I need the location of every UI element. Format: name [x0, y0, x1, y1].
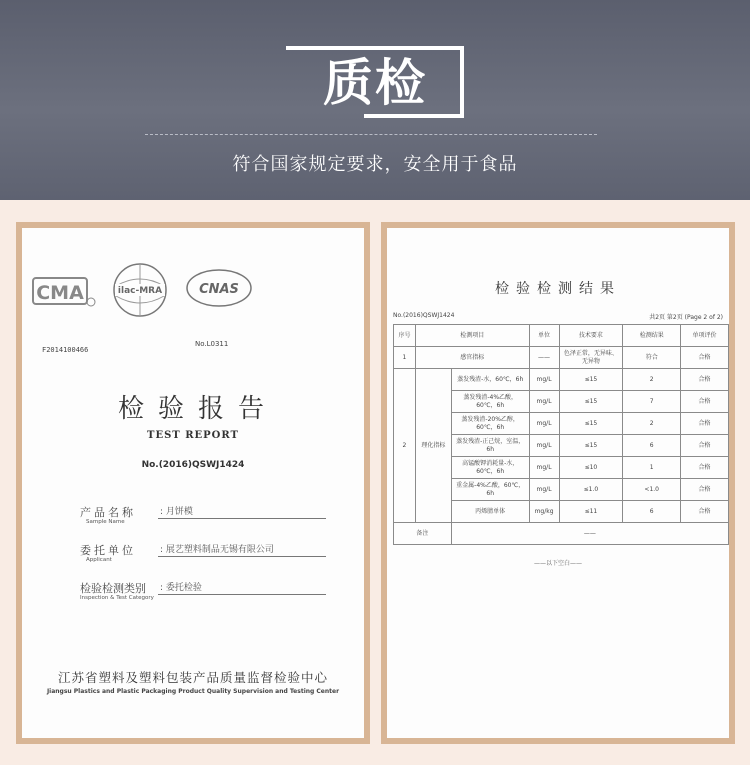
- report-number: No.(2016)QSWJ1424: [141, 460, 245, 470]
- title-frame-right: [460, 46, 464, 118]
- row-unit: ——: [529, 347, 559, 369]
- row-requirement: ≤15: [559, 435, 623, 457]
- row-requirement: ≤15: [559, 369, 623, 391]
- row-result: <1.0: [623, 479, 681, 501]
- row-verdict: 合格: [681, 501, 729, 523]
- field-label: 产品名称: [80, 506, 136, 519]
- page-title: 质检: [323, 54, 427, 112]
- certification-logos: [32, 256, 352, 354]
- table-row: [394, 369, 729, 391]
- row-result: 符合: [623, 347, 681, 369]
- cnas-logo-text: CNAS: [199, 282, 239, 297]
- row-unit: mg/L: [529, 391, 559, 413]
- column-header: 单位: [529, 325, 559, 347]
- row-category: 理化指标: [415, 369, 451, 523]
- row-unit: mg/L: [529, 457, 559, 479]
- table-header-row: [394, 325, 729, 347]
- field-label-en: Inspection & Test Category: [80, 595, 154, 601]
- row-item: 蒸发残渣-水，60℃，6h: [451, 369, 529, 391]
- row-result: 7: [623, 391, 681, 413]
- row-verdict: 合格: [681, 391, 729, 413]
- results-table: [393, 324, 729, 545]
- row-seq: 1: [394, 347, 416, 369]
- row-seq: 2: [394, 369, 416, 523]
- column-header: 检测项目: [415, 325, 529, 347]
- column-header: 序号: [394, 325, 416, 347]
- row-result: 6: [623, 501, 681, 523]
- row-requirement: ≤10: [559, 457, 623, 479]
- row-item: 蒸发残渣-20%乙醇，60℃，6h: [451, 413, 529, 435]
- row-verdict: 合格: [681, 413, 729, 435]
- table-row-notes: [394, 523, 729, 545]
- row-unit: mg/L: [529, 413, 559, 435]
- row-unit: mg/L: [529, 435, 559, 457]
- ilac-mra-logo-icon: [112, 262, 168, 318]
- row-item: 高锰酸钾消耗量-水，60℃，6h: [451, 457, 529, 479]
- page-subtitle: 符合国家规定要求，安全用于食品: [232, 154, 518, 175]
- notes-label: 备注: [394, 523, 452, 545]
- column-header: 技术要求: [559, 325, 623, 347]
- table-row: [394, 347, 729, 369]
- divider: [145, 134, 597, 135]
- field-value: : 展艺塑料制品无锡有限公司: [158, 542, 326, 557]
- results-sheet: [387, 228, 729, 738]
- row-result: 2: [623, 413, 681, 435]
- title-frame-top: [286, 46, 464, 50]
- row-result: 1: [623, 457, 681, 479]
- row-item: 丙烯腈单体: [451, 501, 529, 523]
- cnas-code: No.L0311: [195, 340, 229, 348]
- cnas-logo-icon: [184, 266, 254, 310]
- row-verdict: 合格: [681, 457, 729, 479]
- ilac-logo-text: ilac-MRA: [117, 286, 163, 296]
- row-unit: mg/L: [529, 479, 559, 501]
- cover-sheet: [22, 228, 364, 738]
- row-verdict: 合格: [681, 369, 729, 391]
- title-frame-bottom: [364, 114, 464, 118]
- row-unit: mg/L: [529, 369, 559, 391]
- page-indicator: 共2页 第2页 (Page 2 of 2): [649, 314, 723, 321]
- field-label: 委托单位: [80, 544, 136, 557]
- results-title: 检验检测结果: [495, 281, 621, 297]
- cover-document-frame: [16, 222, 370, 744]
- row-item: 重金属-4%乙酸，60℃，6h: [451, 479, 529, 501]
- field-applicant: [80, 542, 330, 568]
- field-label-en: Applicant: [86, 557, 112, 563]
- column-header: 检测结果: [623, 325, 681, 347]
- report-title-en: TEST REPORT: [147, 430, 239, 441]
- row-requirement: ≤11: [559, 501, 623, 523]
- results-report-number: No.(2016)QSWJ1424: [393, 312, 455, 319]
- report-title: 检验报告: [117, 394, 278, 424]
- field-sample-name: [80, 504, 330, 530]
- field-value: : 委托检验: [158, 580, 326, 595]
- cma-logo-text: CMA: [36, 282, 84, 304]
- results-meta: [393, 312, 723, 322]
- column-header: 单项评价: [681, 325, 729, 347]
- row-requirement: ≤15: [559, 391, 623, 413]
- field-value: : 月饼模: [158, 504, 326, 519]
- row-requirement: ≤15: [559, 413, 623, 435]
- issuing-org: 江苏省塑料及塑料包装产品质量监督检验中心: [57, 670, 328, 685]
- row-verdict: 合格: [681, 435, 729, 457]
- row-verdict: 合格: [681, 347, 729, 369]
- field-inspection-category: [80, 580, 330, 606]
- row-item: 感官指标: [415, 347, 529, 369]
- cma-logo-icon: [32, 274, 96, 310]
- row-requirement: 色泽正常，无异味、无异物: [559, 347, 623, 369]
- notes-value: ——: [451, 523, 728, 545]
- row-result: 6: [623, 435, 681, 457]
- results-document-frame: [381, 222, 735, 744]
- row-item: 蒸发残渣-正己烷，室温，6h: [451, 435, 529, 457]
- field-label-en: Sample Name: [86, 519, 125, 525]
- issuing-org-en: Jiangsu Plastics and Plastic Packaging Product Quality Supervision and Testing Center: [46, 688, 340, 695]
- row-requirement: ≤1.0: [559, 479, 623, 501]
- end-of-content-mark: ——以下空白——: [533, 560, 582, 567]
- row-item: 蒸发残渣-4%乙酸，60℃，6h: [451, 391, 529, 413]
- title-frame: [286, 46, 464, 118]
- row-verdict: 合格: [681, 479, 729, 501]
- field-label: 检验检测类别: [80, 582, 146, 595]
- row-unit: mg/kg: [529, 501, 559, 523]
- header-banner: [0, 0, 750, 200]
- cma-code: F2014100466: [42, 346, 89, 354]
- row-result: 2: [623, 369, 681, 391]
